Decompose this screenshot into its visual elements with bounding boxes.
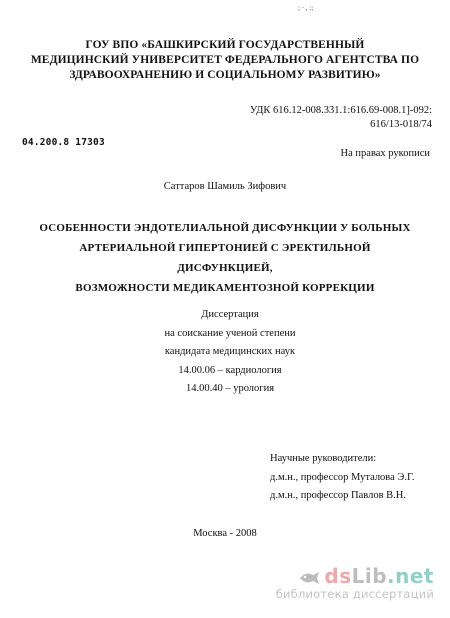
degree-line-1: на соискание ученой степени: [164, 327, 296, 339]
institution-line-3: ЗДРАВООХРАНЕНИЮ И СОЦИАЛЬНОМУ РАЗВИТИЮ»: [69, 69, 381, 81]
udk-line-2: 616/13-018/74: [370, 119, 432, 130]
specialty-2: 14.00.40 – урология: [185, 383, 275, 394]
institution-header: [0, 38, 450, 83]
advisor-2: д.м.н., профессор Павлов В.Н.: [270, 490, 406, 501]
dissertation-title: [0, 218, 450, 298]
udk-code: [250, 104, 432, 132]
rights-notice: На правах рукописи: [340, 148, 430, 159]
title-line-3: ДИСФУНКЦИЕЙ,: [177, 262, 273, 274]
institution-line-1: ГОУ ВПО «БАШКИРСКИЙ ГОСУДАРСТВЕННЫЙ: [85, 39, 365, 51]
title-line-1: ОСОБЕННОСТИ ЭНДОТЕЛИАЛЬНОЙ ДИСФУНКЦИИ У БОЛЬНЫХ: [39, 222, 411, 234]
logo-lib: Lib: [351, 564, 388, 588]
dissertation-meta: [120, 306, 340, 399]
city-year: Москва - 2008: [193, 528, 257, 539]
title-line-2: АРТЕРИАЛЬНОЙ ГИПЕРТОНИЕЙ С ЭРЕКТИЛЬНОЙ: [79, 242, 371, 254]
advisor-1: д.м.н., профессор Муталова Э.Г.: [270, 471, 415, 483]
specialty-1: 14.00.06 – кардиология: [178, 364, 282, 376]
logo-net: .net: [387, 564, 434, 588]
logo-subtitle: библиотека диссертаций: [275, 587, 434, 601]
udk-line-1: УДК 616.12-008.331.1:616.69-008.1]-092:: [249, 105, 432, 116]
registration-stamp: 04.200.8 17303: [22, 137, 105, 148]
logo-ds: ds: [324, 564, 352, 588]
title-line-4: ВОЗМОЖНОСТИ МЕДИКАМЕНТОЗНОЙ КОРРЕКЦИИ: [75, 282, 375, 294]
dslib-watermark[interactable]: [264, 564, 434, 601]
fish-logo-icon: [298, 571, 320, 585]
scientific-advisors: [270, 450, 440, 506]
advisors-heading: Научные руководители:: [270, 453, 377, 464]
degree-line-2: кандидата медицинских наук: [164, 346, 296, 357]
author-name: Саттаров Шамиль Зифович: [163, 181, 287, 192]
scan-artifact-mark: ; · , :;: [298, 4, 314, 12]
document-type: Диссертация: [201, 309, 259, 320]
institution-line-2: МЕДИЦИНСКИЙ УНИВЕРСИТЕТ ФЕДЕРАЛЬНОГО АГЕНТСТВА ПО: [30, 54, 420, 66]
